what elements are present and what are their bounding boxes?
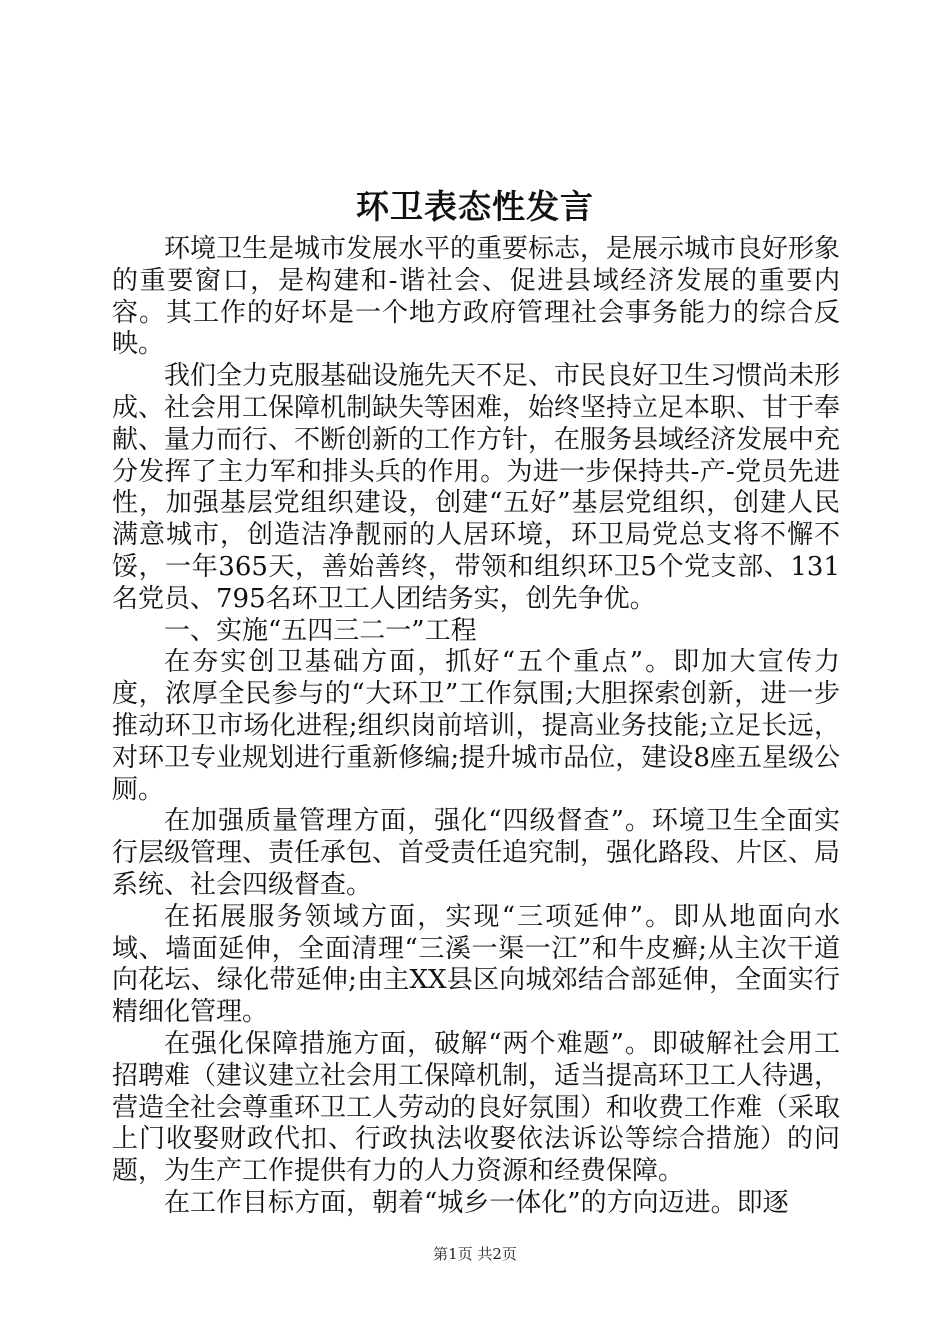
section-heading: 一、实施“五四三二一”工程 bbox=[164, 615, 477, 646]
document-body bbox=[112, 234, 840, 1220]
paragraph-intro: 环境卫生是城市发展水平的重要标志，是展示城市良好形象的重要窗口，是构建和-谐社会、促进县域经济发展的重要内容。其工作的好坏是一个地方政府管理社会事务能力的综合反映。 bbox=[112, 234, 841, 360]
paragraph-four-inspections: 在加强质量管理方面，强化“四级督查”。环境卫生全面实行层级管理、责任承包、首受责任追究制，强化路段、片区、局系统、社会四级督查。 bbox=[112, 806, 841, 900]
paragraph-three-extensions: 在拓展服务领域方面，实现“三项延伸”。即从地面向水域、墙面延伸，全面清理“三溪一渠一江”和牛皮癣;从主次干道向花坛、绿化带延伸;由主XX县区向城郊结合部延伸，全面实行精细化管理。 bbox=[112, 901, 840, 1028]
paragraph-efforts: 我们全力克服基础设施先天不足、市民良好卫生习惯尚未形成、社会用工保障机制缺失等困难，始终坚持立足本职、甘于奉献、量力而行、不断创新的工作方针，在服务县域经济发展中充分发挥了主力军和排头兵的作用。为进一步保持共-产-党员先进性，加强基层党组织建设，创建“五好”基层党组织，创建人民满意城市，创造洁净靓丽的人居环境，环卫局党总支将不懈不馁，一年365天，善始善终，带领和组织环卫5个党支部、131名党员、795名环卫工人团结务实，创先争优。 bbox=[112, 361, 841, 614]
paragraph-one-goal: 在工作目标方面，朝着“城乡一体化”的方向迈进。即逐 bbox=[164, 1187, 789, 1218]
document-title: 环卫表态性发言 bbox=[356, 187, 594, 226]
paragraph-five-points: 在夯实创卫基础方面，抓好“五个重点”。即加大宣传力度，浓厚全民参与的“大环卫”工作氛围;大胆探索创新，进一步推动环卫市场化进程;组织岗前培训，提高业务技能;立足长远，对环卫专业规划进行重新修编;提升城市品位，建设8座五星级公厕。 bbox=[112, 647, 840, 805]
paragraph-two-problems: 在强化保障措施方面，破解“两个难题”。即破解社会用工招聘难（建议建立社会用工保障机制，适当提高环卫工人待遇，营造全社会尊重环卫工人劳动的良好氛围）和收费工作难（采取上门收娶财政代扣、行政执法收娶依法诉讼等综合措施）的问题，为生产工作提供有力的人力资源和经费保障。 bbox=[112, 1028, 841, 1187]
page-footer: 第1页 共2页 bbox=[433, 1245, 517, 1263]
